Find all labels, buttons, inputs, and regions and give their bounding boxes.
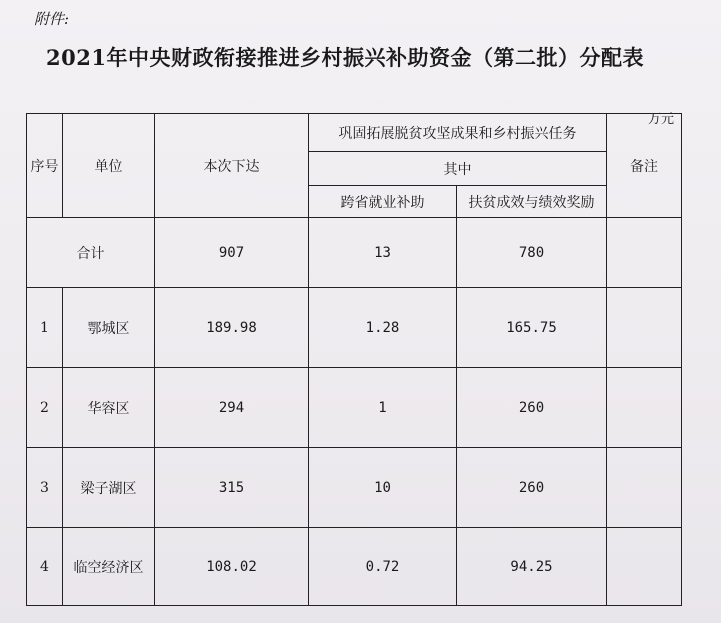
allocation-table bbox=[26, 113, 682, 606]
row-performance: 260 bbox=[457, 448, 607, 528]
row-amount: 315 bbox=[155, 448, 309, 528]
row-name: 梁子湖区 bbox=[63, 448, 155, 528]
row-name: 华容区 bbox=[63, 368, 155, 448]
attachment-label: 附件: bbox=[34, 10, 70, 28]
row-remark bbox=[607, 288, 682, 368]
row-cross-province: 10 bbox=[309, 448, 457, 528]
total-amount: 907 bbox=[155, 218, 309, 288]
row-name: 鄂城区 bbox=[63, 288, 155, 368]
header-amount: 本次下达 bbox=[155, 114, 309, 218]
row-seq: 4 bbox=[27, 528, 63, 606]
header-task: 巩固拓展脱贫攻坚成果和乡村振兴任务 bbox=[309, 114, 607, 152]
row-remark bbox=[607, 368, 682, 448]
row-cross-province: 1.28 bbox=[309, 288, 457, 368]
row-cross-province: 0.72 bbox=[309, 528, 457, 606]
header-remark: 备注 bbox=[607, 114, 682, 218]
row-performance: 165.75 bbox=[457, 288, 607, 368]
total-cross-province: 13 bbox=[309, 218, 457, 288]
header-cross-province: 跨省就业补助 bbox=[309, 186, 457, 218]
row-name: 临空经济区 bbox=[63, 528, 155, 606]
header-performance: 扶贫成效与绩效奖励 bbox=[457, 186, 607, 218]
header-unit: 单位 bbox=[63, 114, 155, 218]
total-remark bbox=[607, 218, 682, 288]
header-among: 其中 bbox=[309, 152, 607, 186]
row-performance: 260 bbox=[457, 368, 607, 448]
table-row bbox=[27, 528, 682, 606]
row-remark bbox=[607, 528, 682, 606]
table-row bbox=[27, 368, 682, 448]
row-remark bbox=[607, 448, 682, 528]
row-amount: 294 bbox=[155, 368, 309, 448]
row-amount: 189.98 bbox=[155, 288, 309, 368]
document-title: 2021年中央财政衔接推进乡村振兴补助资金（第二批）分配表 bbox=[46, 45, 644, 70]
header-seq: 序号 bbox=[27, 114, 63, 218]
total-row bbox=[27, 218, 682, 288]
unit-label: 万元 bbox=[648, 112, 675, 127]
row-seq: 2 bbox=[27, 368, 63, 448]
row-amount: 108.02 bbox=[155, 528, 309, 606]
row-seq: 1 bbox=[27, 288, 63, 368]
table-row bbox=[27, 288, 682, 368]
total-label: 合计 bbox=[27, 218, 155, 288]
table-row bbox=[27, 448, 682, 528]
total-performance: 780 bbox=[457, 218, 607, 288]
row-cross-province: 1 bbox=[309, 368, 457, 448]
row-seq: 3 bbox=[27, 448, 63, 528]
row-performance: 94.25 bbox=[457, 528, 607, 606]
